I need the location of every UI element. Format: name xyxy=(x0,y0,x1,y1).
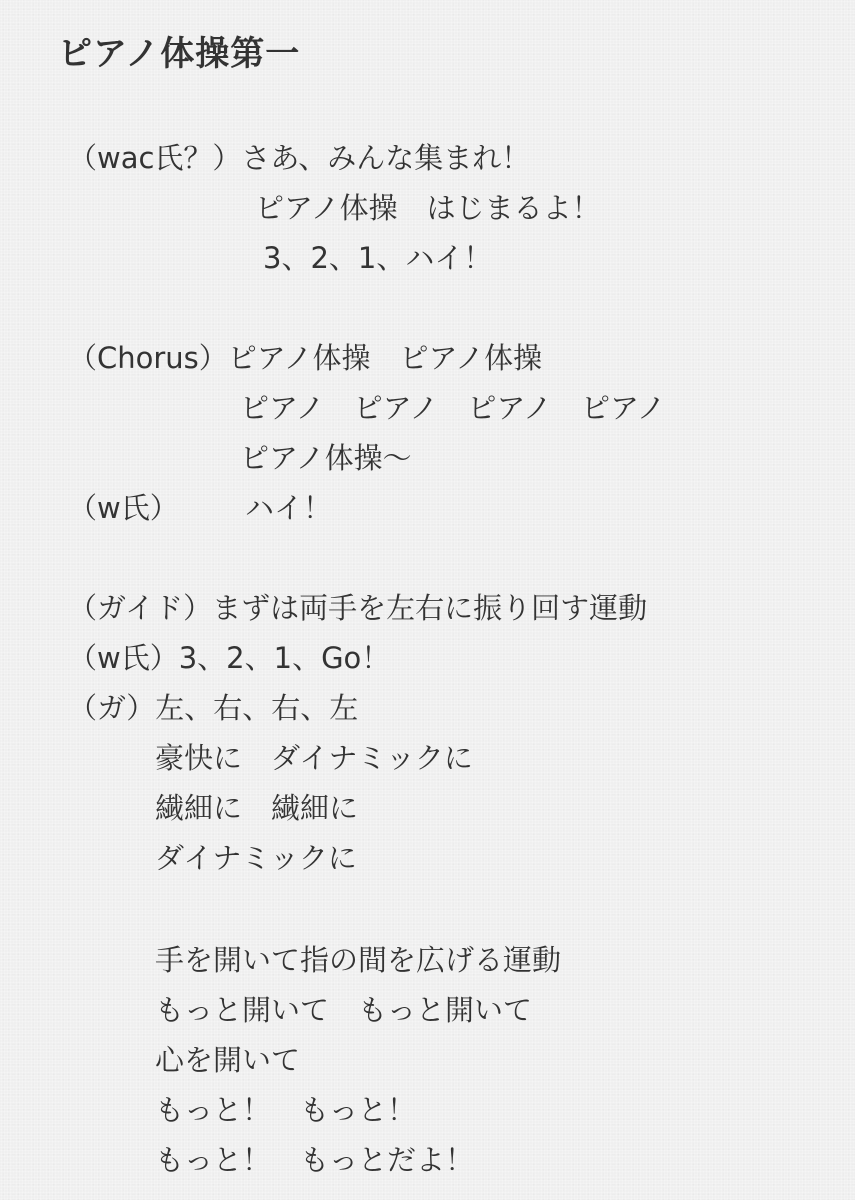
lyric-line: ピアノ体操 はじまるよ！ xyxy=(255,191,601,225)
lyric-line: 豪快に ダイナミックに xyxy=(155,741,473,775)
lyric-line: ピアノ体操〜 xyxy=(240,441,412,475)
lyric-line: 心を開いて xyxy=(155,1043,301,1077)
lyric-line: ダイナミックに xyxy=(155,841,357,875)
lyric-line: （w氏） xyxy=(68,491,179,525)
lyric-line: （ガ）左、右、右、左 xyxy=(68,691,359,725)
lyric-line: もっと！ もっと！ xyxy=(155,1093,417,1127)
lyric-line: ハイ！ xyxy=(245,491,333,525)
lyric-line: （wac氏？）さあ、みんな集まれ！ xyxy=(68,141,531,175)
lyric-line: 繊細に 繊細に xyxy=(155,791,359,825)
lyric-line: ピアノ ピアノ ピアノ ピアノ xyxy=(240,391,666,425)
lyric-line: （w氏）3、2、1、Go！ xyxy=(68,641,391,675)
lyric-line: （ガイド）まずは両手を左右に振り回す運動 xyxy=(68,591,648,625)
lyric-line: 3、2、1、ハイ！ xyxy=(263,241,493,275)
lyric-line: （Chorus）ピアノ体操 ピアノ体操 xyxy=(68,341,543,375)
lyric-line: 手を開いて指の間を広げる運動 xyxy=(155,943,562,977)
lyric-line: もっと開いて もっと開いて xyxy=(155,993,533,1027)
note-title: ピアノ体操第一 xyxy=(58,34,301,74)
lyric-line: もっと！ もっとだよ！ xyxy=(155,1143,475,1177)
